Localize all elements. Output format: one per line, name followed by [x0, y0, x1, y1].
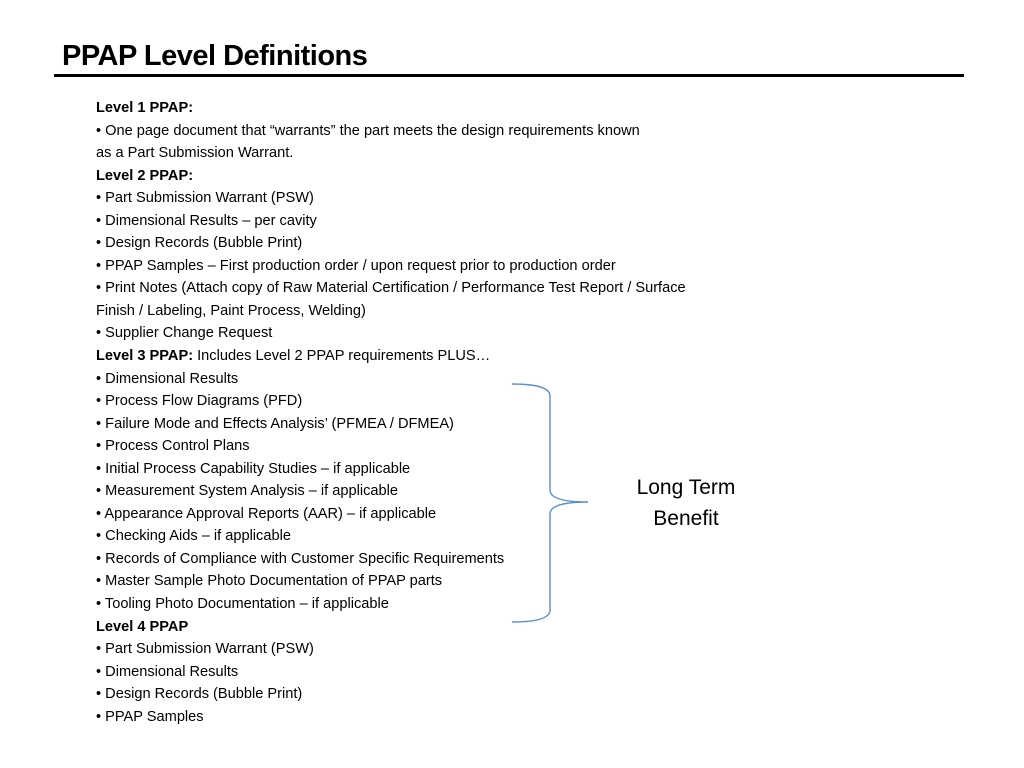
requirement-line: • Failure Mode and Effects Analysis’ (PFMEA / DFMEA) — [96, 415, 454, 432]
level-heading-label: Level 4 PPAP — [96, 618, 189, 635]
requirement-line: • Records of Compliance with Customer Specific Requirements — [96, 550, 505, 567]
requirement-line: • Design Records (Bubble Print) — [96, 235, 303, 252]
callout-line-1: Long Term — [636, 476, 736, 499]
requirement-line: • Dimensional Results — [96, 370, 239, 387]
requirement-line: • One page document that “warrants” the part meets the design requirements known — [96, 122, 640, 139]
level-heading-label: Level 3 PPAP: — [96, 348, 194, 365]
requirement-line: • Tooling Photo Documentation – if applicable — [96, 596, 389, 613]
level-heading — [96, 616, 796, 639]
long-term-benefit-label — [606, 472, 766, 534]
requirement-line: • Measurement System Analysis – if applicable — [96, 483, 398, 500]
requirement-line: • Process Flow Diagrams (PFD) — [96, 393, 303, 410]
title-divider — [54, 74, 964, 77]
requirement-line: • PPAP Samples – First production order / upon request prior to production order — [96, 257, 616, 274]
requirement-line: • Initial Process Capability Studies – if applicable — [96, 460, 411, 477]
requirement-line: • Dimensional Results — [96, 663, 239, 680]
requirement-line: • Supplier Change Request — [96, 325, 273, 342]
requirement-line: Finish / Labeling, Paint Process, Welding) — [96, 302, 366, 319]
requirement-line: • Checking Aids – if applicable — [96, 528, 291, 545]
requirement-line: • Print Notes (Attach copy of Raw Material Certification / Performance Test Report / Surface — [96, 280, 686, 297]
slide-title: PPAP Level Definitions — [62, 40, 368, 72]
requirement-line: • Part Submission Warrant (PSW) — [96, 190, 314, 207]
requirement-line: • Design Records (Bubble Print) — [96, 686, 303, 703]
level-heading-label: Level 1 PPAP: — [96, 100, 194, 116]
level-heading-description: Includes Level 2 PPAP requirements PLUS… — [193, 348, 491, 365]
level-heading — [96, 97, 796, 120]
requirement-line: • PPAP Samples — [96, 708, 204, 725]
level-heading-label: Level 2 PPAP: — [96, 167, 194, 184]
level-heading — [96, 165, 796, 188]
requirement-line: as a Part Submission Warrant. — [96, 145, 294, 162]
level-heading — [96, 345, 796, 368]
ppap-levels-list — [96, 97, 796, 728]
requirement-line: • Dimensional Results – per cavity — [96, 212, 317, 229]
requirement-line: • Process Control Plans — [96, 438, 250, 455]
requirement-line: • Appearance Approval Reports (AAR) – if applicable — [96, 505, 437, 522]
callout-line-2: Benefit — [653, 507, 719, 530]
requirement-line: • Part Submission Warrant (PSW) — [96, 641, 314, 658]
requirement-line: • Master Sample Photo Documentation of PPAP parts — [96, 573, 443, 590]
